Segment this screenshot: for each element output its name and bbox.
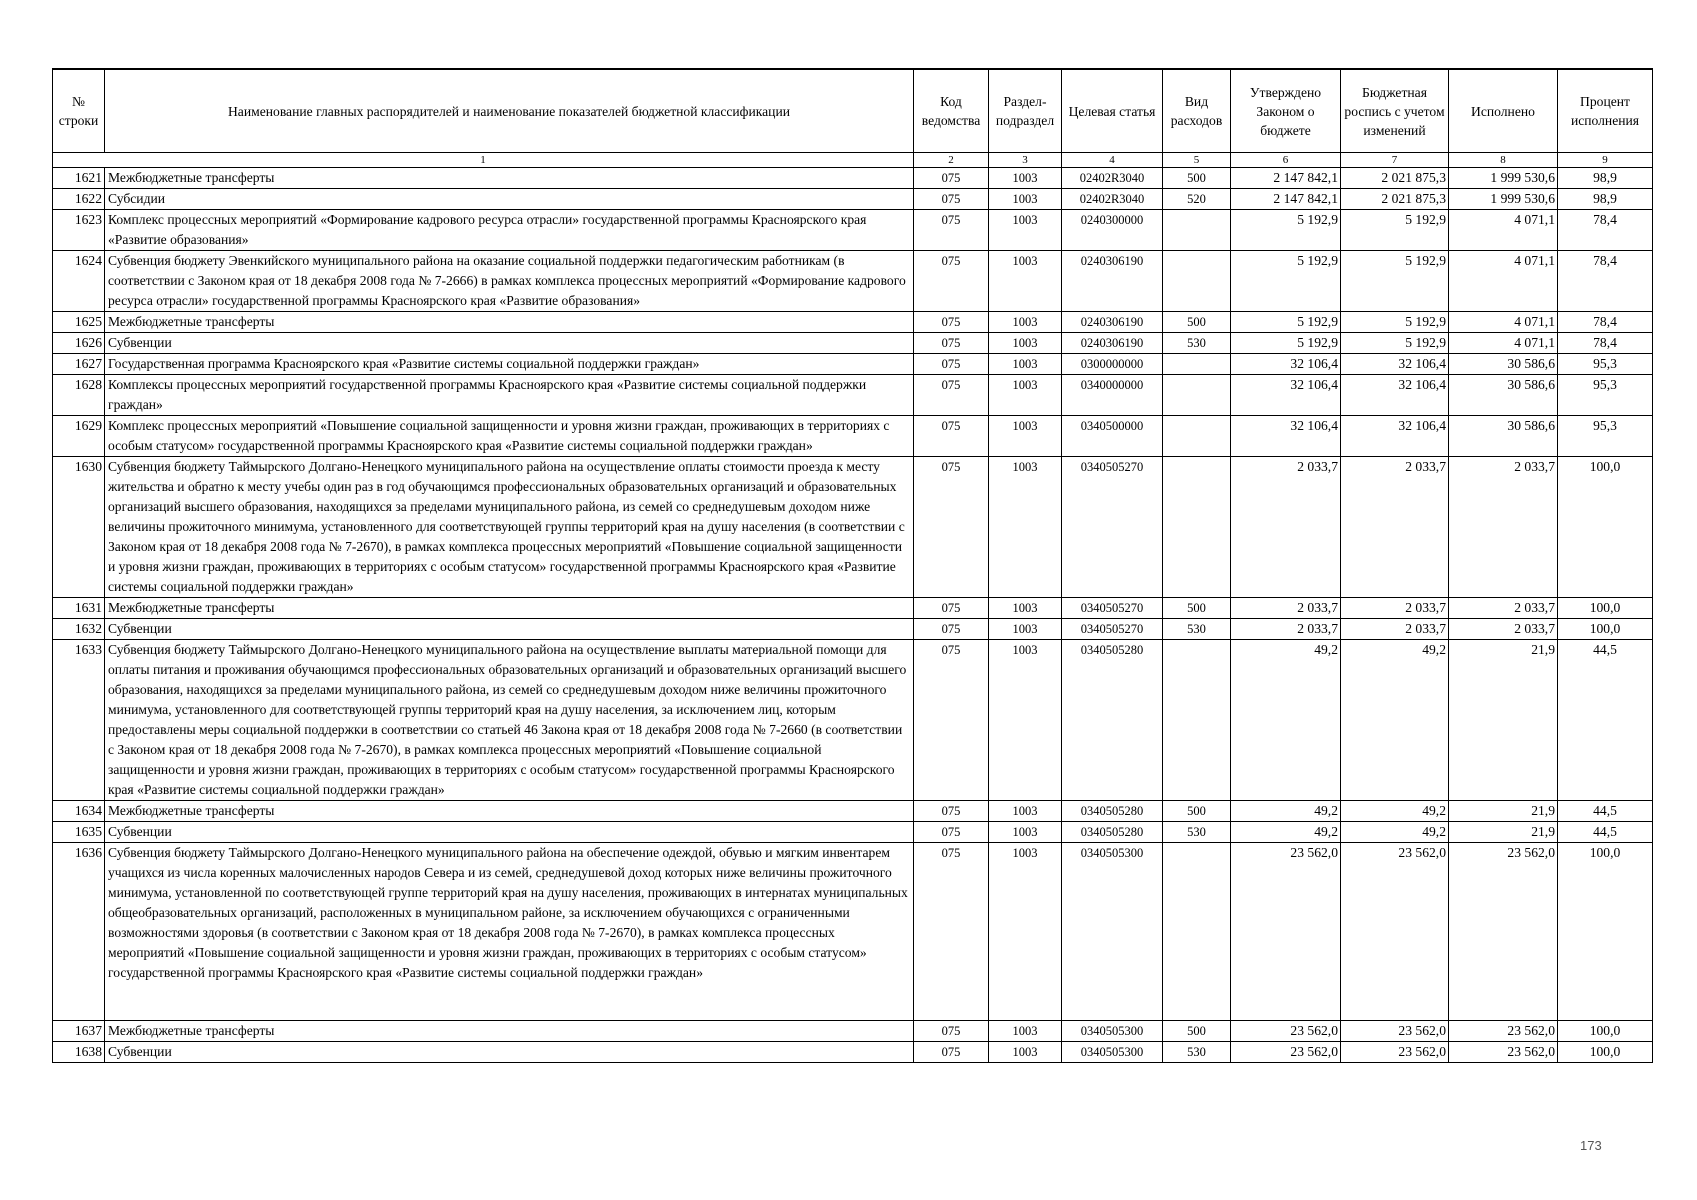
row-statya: 0300000000 bbox=[1062, 354, 1163, 375]
row-rosp: 2 033,7 bbox=[1341, 598, 1449, 619]
row-name: Субвенции bbox=[105, 333, 914, 354]
row-number: 1622 bbox=[53, 189, 105, 210]
row-statya: 02402R3040 bbox=[1062, 189, 1163, 210]
row-utv: 49,2 bbox=[1231, 801, 1341, 822]
row-name: Субвенции bbox=[105, 1042, 914, 1063]
row-vid bbox=[1163, 354, 1231, 375]
row-ved: 075 bbox=[914, 1021, 989, 1042]
row-number: 1637 bbox=[53, 1021, 105, 1042]
col-number-7: 7 bbox=[1341, 153, 1449, 168]
row-rosp: 32 106,4 bbox=[1341, 375, 1449, 416]
row-statya: 0340505270 bbox=[1062, 619, 1163, 640]
row-statya: 0340505300 bbox=[1062, 1021, 1163, 1042]
row-isp: 2 033,7 bbox=[1449, 598, 1558, 619]
row-name: Комплекс процессных мероприятий «Формирование кадрового ресурса отрасли» государственной программы Красноярского края «Развитие образования» bbox=[105, 210, 914, 251]
row-ved: 075 bbox=[914, 598, 989, 619]
row-rosp: 5 192,9 bbox=[1341, 312, 1449, 333]
header-row bbox=[53, 69, 1653, 153]
row-utv: 2 033,7 bbox=[1231, 598, 1341, 619]
row-ved: 075 bbox=[914, 210, 989, 251]
row-proc: 100,0 bbox=[1558, 1042, 1653, 1063]
row-vid: 530 bbox=[1163, 822, 1231, 843]
row-utv: 32 106,4 bbox=[1231, 354, 1341, 375]
row-name: Межбюджетные трансферты bbox=[105, 312, 914, 333]
row-proc: 100,0 bbox=[1558, 1021, 1653, 1042]
row-isp: 4 071,1 bbox=[1449, 251, 1558, 312]
row-rosp: 32 106,4 bbox=[1341, 416, 1449, 457]
table-row bbox=[53, 640, 1653, 801]
row-statya: 0240300000 bbox=[1062, 210, 1163, 251]
table-row bbox=[53, 312, 1653, 333]
row-isp: 1 999 530,6 bbox=[1449, 168, 1558, 189]
row-razdel: 1003 bbox=[989, 1021, 1062, 1042]
row-rosp: 23 562,0 bbox=[1341, 843, 1449, 1021]
page-number: 173 bbox=[1580, 1138, 1602, 1153]
row-statya: 0240306190 bbox=[1062, 251, 1163, 312]
row-statya: 02402R3040 bbox=[1062, 168, 1163, 189]
row-razdel: 1003 bbox=[989, 251, 1062, 312]
row-proc: 100,0 bbox=[1558, 843, 1653, 1021]
col-header-vid: Вид расходов bbox=[1163, 69, 1231, 153]
table-row bbox=[53, 619, 1653, 640]
table-row bbox=[53, 822, 1653, 843]
row-name: Межбюджетные трансферты bbox=[105, 801, 914, 822]
row-name: Межбюджетные трансферты bbox=[105, 598, 914, 619]
row-number: 1627 bbox=[53, 354, 105, 375]
row-statya: 0240306190 bbox=[1062, 333, 1163, 354]
row-statya: 0340505300 bbox=[1062, 843, 1163, 1021]
row-statya: 0340505270 bbox=[1062, 598, 1163, 619]
row-utv: 23 562,0 bbox=[1231, 1042, 1341, 1063]
table-row bbox=[53, 375, 1653, 416]
row-rosp: 5 192,9 bbox=[1341, 333, 1449, 354]
row-isp: 1 999 530,6 bbox=[1449, 189, 1558, 210]
col-header-ved: Код ведомства bbox=[914, 69, 989, 153]
table-row bbox=[53, 210, 1653, 251]
row-ved: 075 bbox=[914, 375, 989, 416]
row-proc: 44,5 bbox=[1558, 801, 1653, 822]
row-proc: 44,5 bbox=[1558, 822, 1653, 843]
row-isp: 4 071,1 bbox=[1449, 210, 1558, 251]
row-proc: 100,0 bbox=[1558, 619, 1653, 640]
row-ved: 075 bbox=[914, 312, 989, 333]
row-vid: 530 bbox=[1163, 1042, 1231, 1063]
row-vid bbox=[1163, 416, 1231, 457]
row-ved: 075 bbox=[914, 251, 989, 312]
row-razdel: 1003 bbox=[989, 375, 1062, 416]
row-isp: 30 586,6 bbox=[1449, 354, 1558, 375]
row-utv: 49,2 bbox=[1231, 640, 1341, 801]
row-statya: 0340505280 bbox=[1062, 822, 1163, 843]
row-vid bbox=[1163, 210, 1231, 251]
col-number-6: 6 bbox=[1231, 153, 1341, 168]
row-name: Субвенция бюджету Таймырского Долгано-Ненецкого муниципального района на обеспечение одеждой, обувью и мягким инвентарем учащихся из числа коренных малочисленных народов Севера и из семей, среднедушевой доход которых ниже величины прожиточного минимума, установленной по соответствующей группе территорий края на душу населения, проживающих в интернатах муниципальных общеобразовательных организаций, расположенных в муниципальном районе, за исключением обучающихся с ограниченными возможностями здоровья (в соответствии с Законом края от 18 декабря 2008 года № 7-2670), в рамках комплекса процессных мероприятий «Повышение социальной защищенности и уровня жизни граждан, проживающих в территориях с особым статусом» государственной программы Красноярского края «Развитие системы социальной поддержки граждан» bbox=[105, 843, 914, 1021]
row-proc: 100,0 bbox=[1558, 457, 1653, 598]
row-number: 1630 bbox=[53, 457, 105, 598]
row-rosp: 49,2 bbox=[1341, 801, 1449, 822]
table-row bbox=[53, 354, 1653, 375]
row-utv: 23 562,0 bbox=[1231, 843, 1341, 1021]
row-proc: 78,4 bbox=[1558, 210, 1653, 251]
row-proc: 95,3 bbox=[1558, 416, 1653, 457]
row-statya: 0340505280 bbox=[1062, 801, 1163, 822]
col-number-9: 9 bbox=[1558, 153, 1653, 168]
row-number: 1638 bbox=[53, 1042, 105, 1063]
row-statya: 0340505280 bbox=[1062, 640, 1163, 801]
row-ved: 075 bbox=[914, 822, 989, 843]
row-statya: 0340505270 bbox=[1062, 457, 1163, 598]
row-utv: 2 147 842,1 bbox=[1231, 189, 1341, 210]
row-proc: 95,3 bbox=[1558, 375, 1653, 416]
row-isp: 2 033,7 bbox=[1449, 619, 1558, 640]
row-utv: 49,2 bbox=[1231, 822, 1341, 843]
col-header-proc: Процент исполнения bbox=[1558, 69, 1653, 153]
row-razdel: 1003 bbox=[989, 1042, 1062, 1063]
row-isp: 2 033,7 bbox=[1449, 457, 1558, 598]
row-vid: 530 bbox=[1163, 619, 1231, 640]
row-utv: 5 192,9 bbox=[1231, 251, 1341, 312]
col-number-3: 3 bbox=[989, 153, 1062, 168]
row-number: 1625 bbox=[53, 312, 105, 333]
row-utv: 32 106,4 bbox=[1231, 416, 1341, 457]
row-statya: 0240306190 bbox=[1062, 312, 1163, 333]
row-number: 1635 bbox=[53, 822, 105, 843]
row-proc: 44,5 bbox=[1558, 640, 1653, 801]
col-header-name: Наименование главных распорядителей и наименование показателей бюджетной классификации bbox=[105, 69, 914, 153]
row-statya: 0340000000 bbox=[1062, 375, 1163, 416]
column-number-row bbox=[53, 153, 1653, 168]
row-utv: 32 106,4 bbox=[1231, 375, 1341, 416]
row-ved: 075 bbox=[914, 843, 989, 1021]
col-header-razdel: Раздел-подраздел bbox=[989, 69, 1062, 153]
row-vid: 500 bbox=[1163, 598, 1231, 619]
col-number-4: 4 bbox=[1062, 153, 1163, 168]
col-header-statya: Целевая статья bbox=[1062, 69, 1163, 153]
table-row bbox=[53, 457, 1653, 598]
row-vid bbox=[1163, 843, 1231, 1021]
row-utv: 2 147 842,1 bbox=[1231, 168, 1341, 189]
row-utv: 2 033,7 bbox=[1231, 619, 1341, 640]
row-name: Комплекс процессных мероприятий «Повышение социальной защищенности и уровня жизни граждан, проживающих в территориях с особым статусом» государственной программы Красноярского края «Развитие системы социальной поддержки граждан» bbox=[105, 416, 914, 457]
row-isp: 4 071,1 bbox=[1449, 312, 1558, 333]
row-proc: 78,4 bbox=[1558, 251, 1653, 312]
row-ved: 075 bbox=[914, 801, 989, 822]
row-isp: 21,9 bbox=[1449, 640, 1558, 801]
row-number: 1634 bbox=[53, 801, 105, 822]
row-vid: 500 bbox=[1163, 168, 1231, 189]
row-razdel: 1003 bbox=[989, 822, 1062, 843]
row-name: Комплексы процессных мероприятий государственной программы Красноярского края «Развитие системы социальной поддержки граждан» bbox=[105, 375, 914, 416]
row-razdel: 1003 bbox=[989, 598, 1062, 619]
row-ved: 075 bbox=[914, 168, 989, 189]
row-vid bbox=[1163, 457, 1231, 598]
table-row bbox=[53, 801, 1653, 822]
row-razdel: 1003 bbox=[989, 312, 1062, 333]
row-rosp: 49,2 bbox=[1341, 822, 1449, 843]
row-number: 1624 bbox=[53, 251, 105, 312]
table-row bbox=[53, 251, 1653, 312]
row-rosp: 49,2 bbox=[1341, 640, 1449, 801]
row-rosp: 2 033,7 bbox=[1341, 619, 1449, 640]
row-razdel: 1003 bbox=[989, 619, 1062, 640]
row-vid: 500 bbox=[1163, 312, 1231, 333]
table-row bbox=[53, 1021, 1653, 1042]
row-name: Межбюджетные трансферты bbox=[105, 168, 914, 189]
row-name: Субвенции bbox=[105, 822, 914, 843]
row-utv: 5 192,9 bbox=[1231, 210, 1341, 251]
row-ved: 075 bbox=[914, 640, 989, 801]
row-rosp: 32 106,4 bbox=[1341, 354, 1449, 375]
row-isp: 30 586,6 bbox=[1449, 375, 1558, 416]
row-isp: 21,9 bbox=[1449, 801, 1558, 822]
row-number: 1629 bbox=[53, 416, 105, 457]
row-name: Субсидии bbox=[105, 189, 914, 210]
row-proc: 95,3 bbox=[1558, 354, 1653, 375]
row-proc: 78,4 bbox=[1558, 312, 1653, 333]
row-name: Межбюджетные трансферты bbox=[105, 1021, 914, 1042]
row-number: 1631 bbox=[53, 598, 105, 619]
row-vid bbox=[1163, 640, 1231, 801]
row-razdel: 1003 bbox=[989, 354, 1062, 375]
row-utv: 2 033,7 bbox=[1231, 457, 1341, 598]
row-statya: 0340505300 bbox=[1062, 1042, 1163, 1063]
row-isp: 4 071,1 bbox=[1449, 333, 1558, 354]
row-vid: 500 bbox=[1163, 1021, 1231, 1042]
row-razdel: 1003 bbox=[989, 333, 1062, 354]
row-razdel: 1003 bbox=[989, 457, 1062, 598]
row-vid: 520 bbox=[1163, 189, 1231, 210]
row-isp: 23 562,0 bbox=[1449, 1021, 1558, 1042]
row-razdel: 1003 bbox=[989, 640, 1062, 801]
row-proc: 78,4 bbox=[1558, 333, 1653, 354]
row-rosp: 2 033,7 bbox=[1341, 457, 1449, 598]
col-number-8: 8 bbox=[1449, 153, 1558, 168]
col-number-1: 1 bbox=[53, 153, 914, 168]
row-utv: 5 192,9 bbox=[1231, 333, 1341, 354]
row-ved: 075 bbox=[914, 1042, 989, 1063]
table-row bbox=[53, 598, 1653, 619]
col-number-2: 2 bbox=[914, 153, 989, 168]
row-rosp: 23 562,0 bbox=[1341, 1042, 1449, 1063]
row-ved: 075 bbox=[914, 189, 989, 210]
row-rosp: 23 562,0 bbox=[1341, 1021, 1449, 1042]
row-vid bbox=[1163, 375, 1231, 416]
row-number: 1626 bbox=[53, 333, 105, 354]
row-isp: 23 562,0 bbox=[1449, 843, 1558, 1021]
row-isp: 30 586,6 bbox=[1449, 416, 1558, 457]
row-name: Государственная программа Красноярского края «Развитие системы социальной поддержки граждан» bbox=[105, 354, 914, 375]
row-name: Субвенция бюджету Таймырского Долгано-Ненецкого муниципального района на осуществление выплаты материальной помощи для оплаты питания и проживания обучающимся профессиональных образовательных организаций и образовательных организаций высшего образования, находящихся за пределами муниципального района, из семей со среднедушевым доходом ниже величины прожиточного минимума, установленного для соответствующей группы территорий края на душу населения, за исключением лиц, которым предоставлены меры социальной поддержки в соответствии со статьей 46 Закона края от 18 декабря 2008 года № 7-2660 (в соответствии с Законом края от 18 декабря 2008 года № 7-2670), в рамках комплекса процессных мероприятий «Повышение социальной защищенности и уровня жизни граждан, проживающих в территориях с особым статусом» государственной программы Красноярского края «Развитие системы социальной поддержки граждан» bbox=[105, 640, 914, 801]
budget-table bbox=[52, 68, 1653, 1063]
col-header-utv: Утверждено Законом о бюджете bbox=[1231, 69, 1341, 153]
row-name: Субвенции bbox=[105, 619, 914, 640]
row-razdel: 1003 bbox=[989, 416, 1062, 457]
col-header-num: № строки bbox=[53, 69, 105, 153]
table-row bbox=[53, 168, 1653, 189]
col-header-isp: Исполнено bbox=[1449, 69, 1558, 153]
row-razdel: 1003 bbox=[989, 843, 1062, 1021]
row-name: Субвенция бюджету Таймырского Долгано-Ненецкого муниципального района на осуществление оплаты стоимости проезда к месту жительства и обратно к месту учебы один раз в год обучающимся профессиональных образовательных организаций и образовательных организаций высшего образования, находящихся за пределами муниципального района, из семей со среднедушевым доходом ниже величины прожиточного минимума, установленного для соответствующей группы территорий края на душу населения (в соответствии с Законом края от 18 декабря 2008 года № 7-2670), в рамках комплекса процессных мероприятий «Повышение социальной защищенности и уровня жизни граждан, проживающих в территориях с особым статусом» государственной программы Красноярского края «Развитие системы социальной поддержки граждан» bbox=[105, 457, 914, 598]
row-ved: 075 bbox=[914, 457, 989, 598]
row-rosp: 5 192,9 bbox=[1341, 251, 1449, 312]
row-number: 1632 bbox=[53, 619, 105, 640]
row-rosp: 5 192,9 bbox=[1341, 210, 1449, 251]
row-razdel: 1003 bbox=[989, 189, 1062, 210]
row-number: 1636 bbox=[53, 843, 105, 1021]
row-ved: 075 bbox=[914, 416, 989, 457]
row-number: 1633 bbox=[53, 640, 105, 801]
row-ved: 075 bbox=[914, 333, 989, 354]
table-row bbox=[53, 333, 1653, 354]
row-name: Субвенция бюджету Эвенкийского муниципального района на оказание социальной поддержки педагогическим работникам (в соответствии с Законом края от 18 декабря 2008 года № 7-2666) в рамках комплекса процессных мероприятий «Формирование кадрового ресурса отрасли» государственной программы Красноярского края «Развитие образования» bbox=[105, 251, 914, 312]
row-razdel: 1003 bbox=[989, 168, 1062, 189]
row-number: 1628 bbox=[53, 375, 105, 416]
row-vid bbox=[1163, 251, 1231, 312]
row-rosp: 2 021 875,3 bbox=[1341, 168, 1449, 189]
row-vid: 530 bbox=[1163, 333, 1231, 354]
row-rosp: 2 021 875,3 bbox=[1341, 189, 1449, 210]
row-proc: 98,9 bbox=[1558, 168, 1653, 189]
row-number: 1621 bbox=[53, 168, 105, 189]
row-vid: 500 bbox=[1163, 801, 1231, 822]
table-row bbox=[53, 843, 1653, 1021]
row-razdel: 1003 bbox=[989, 801, 1062, 822]
table-row bbox=[53, 189, 1653, 210]
row-razdel: 1003 bbox=[989, 210, 1062, 251]
col-header-rosp: Бюджетная роспись с учетом изменений bbox=[1341, 69, 1449, 153]
row-statya: 0340500000 bbox=[1062, 416, 1163, 457]
table-row bbox=[53, 416, 1653, 457]
row-utv: 5 192,9 bbox=[1231, 312, 1341, 333]
row-proc: 98,9 bbox=[1558, 189, 1653, 210]
row-number: 1623 bbox=[53, 210, 105, 251]
row-proc: 100,0 bbox=[1558, 598, 1653, 619]
row-ved: 075 bbox=[914, 354, 989, 375]
row-isp: 23 562,0 bbox=[1449, 1042, 1558, 1063]
row-ved: 075 bbox=[914, 619, 989, 640]
row-utv: 23 562,0 bbox=[1231, 1021, 1341, 1042]
row-isp: 21,9 bbox=[1449, 822, 1558, 843]
table-row bbox=[53, 1042, 1653, 1063]
col-number-5: 5 bbox=[1163, 153, 1231, 168]
